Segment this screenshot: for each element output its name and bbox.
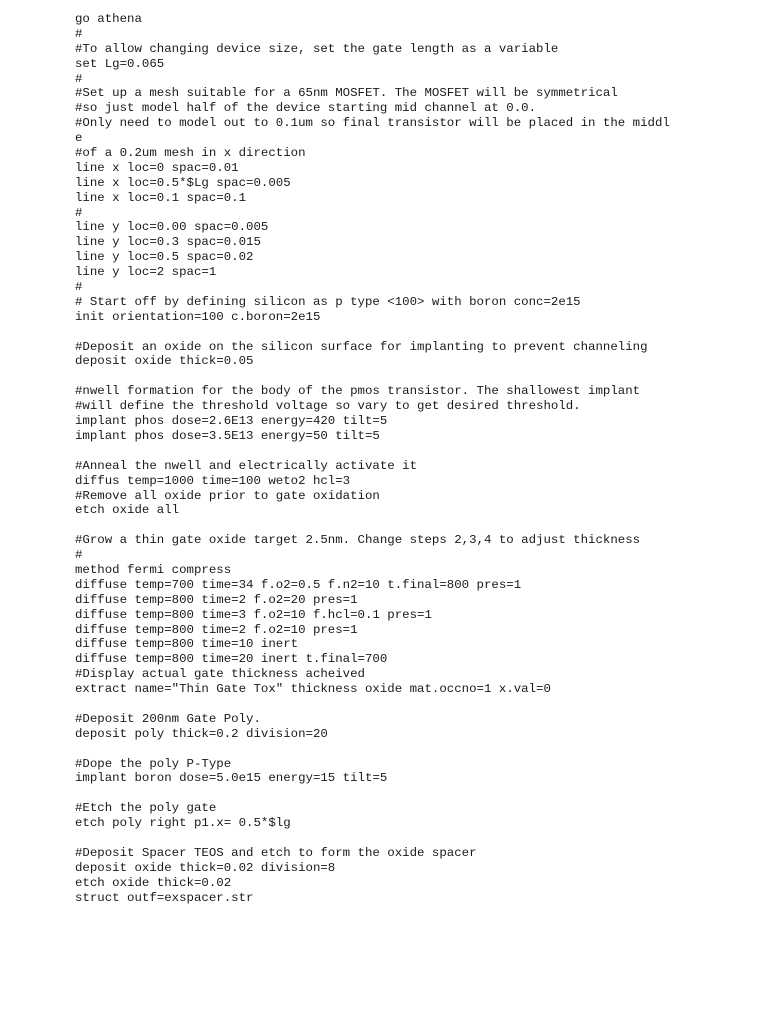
- code-line: #Set up a mesh suitable for a 65nm MOSFET. The MOSFET will be symmetrical: [75, 86, 618, 101]
- code-line: #Anneal the nwell and electrically activate it: [75, 458, 418, 473]
- code-line: line x loc=0 spac=0.01: [75, 160, 239, 175]
- code-line: [75, 831, 670, 846]
- code-line: line y loc=0.3 spac=0.015: [75, 235, 261, 250]
- code-line: #so just model half of the device starting mid channel at 0.0.: [75, 101, 537, 116]
- code-line: #Deposit 200nm Gate Poly.: [75, 711, 261, 726]
- code-line: #Deposit Spacer TEOS and etch to form the oxide spacer: [75, 845, 477, 860]
- code-line: diffuse temp=800 time=3 f.o2=10 f.hcl=0.1 pres=1: [75, 607, 432, 622]
- code-line: line x loc=0.5*$Lg spac=0.005: [75, 175, 291, 190]
- code-line: #: [75, 280, 83, 295]
- code-line: line y loc=2 spac=1: [75, 265, 217, 280]
- code-line: [75, 697, 670, 712]
- code-line: diffuse temp=700 time=34 f.o2=0.5 f.n2=10 t.final=800 pres=1: [75, 577, 522, 592]
- code-line: etch poly right p1.x= 0.5*$lg: [75, 816, 291, 831]
- code-line: deposit oxide thick=0.05: [75, 354, 254, 369]
- code-line: diffus temp=1000 time=100 weto2 hcl=3: [75, 473, 351, 488]
- code-line: diffuse temp=800 time=20 inert t.final=700: [75, 652, 388, 667]
- code-line: etch oxide thick=0.02: [75, 875, 232, 890]
- code-line: #of a 0.2um mesh in x direction: [75, 146, 306, 161]
- code-line: implant boron dose=5.0e15 energy=15 tilt=5: [75, 771, 388, 786]
- code-line: # Start off by defining silicon as p type <100> with boron conc=2e15: [75, 294, 581, 309]
- code-line: #: [75, 205, 83, 220]
- code-line: method fermi compress: [75, 562, 232, 577]
- code-line: #will define the threshold voltage so vary to get desired threshold.: [75, 399, 581, 414]
- code-line: line y loc=0.00 spac=0.005: [75, 220, 269, 235]
- code-line: diffuse temp=800 time=10 inert: [75, 637, 299, 652]
- code-line: #: [75, 71, 83, 86]
- code-line: extract name="Thin Gate Tox" thickness oxide mat.occno=1 x.val=0: [75, 682, 551, 697]
- code-line: [75, 786, 670, 801]
- code-line: #To allow changing device size, set the gate length as a variable: [75, 41, 559, 56]
- code-line: struct outf=exspacer.str: [75, 890, 254, 905]
- code-line: #Grow a thin gate oxide target 2.5nm. Change steps 2,3,4 to adjust thickness: [75, 533, 641, 548]
- code-line: e: [75, 131, 83, 146]
- code-line: #: [75, 26, 83, 41]
- code-line: etch oxide all: [75, 503, 180, 518]
- code-line: deposit poly thick=0.2 division=20: [75, 726, 328, 741]
- code-line: [75, 742, 670, 757]
- code-line: diffuse temp=800 time=2 f.o2=20 pres=1: [75, 592, 358, 607]
- code-line: go athena: [75, 12, 142, 26]
- code-line: #Dope the poly P-Type: [75, 756, 232, 771]
- code-line: deposit oxide thick=0.02 division=8: [75, 860, 336, 875]
- code-line: #: [75, 548, 83, 563]
- code-line: [75, 444, 670, 459]
- code-line: #Remove all oxide prior to gate oxidation: [75, 488, 380, 503]
- code-line: [75, 325, 670, 340]
- code-line: [75, 369, 670, 384]
- code-line: #Display actual gate thickness acheived: [75, 667, 365, 682]
- code-line: diffuse temp=800 time=2 f.o2=10 pres=1: [75, 622, 358, 637]
- code-line: #nwell formation for the body of the pmos transistor. The shallowest implant: [75, 384, 641, 399]
- code-line: [75, 518, 670, 533]
- code-line: #Only need to model out to 0.1um so final transistor will be placed in the middl: [75, 116, 670, 131]
- code-line: set Lg=0.065: [75, 56, 165, 71]
- code-line: line x loc=0.1 spac=0.1: [75, 190, 247, 205]
- code-line: implant phos dose=2.6E13 energy=420 tilt=5: [75, 414, 388, 429]
- code-line: #Etch the poly gate: [75, 801, 217, 816]
- code-line: line y loc=0.5 spac=0.02: [75, 250, 254, 265]
- code-line: init orientation=100 c.boron=2e15: [75, 309, 321, 324]
- code-listing: [75, 12, 670, 905]
- code-line: implant phos dose=3.5E13 energy=50 tilt=5: [75, 428, 380, 443]
- code-line: #Deposit an oxide on the silicon surface for implanting to prevent channeling: [75, 339, 648, 354]
